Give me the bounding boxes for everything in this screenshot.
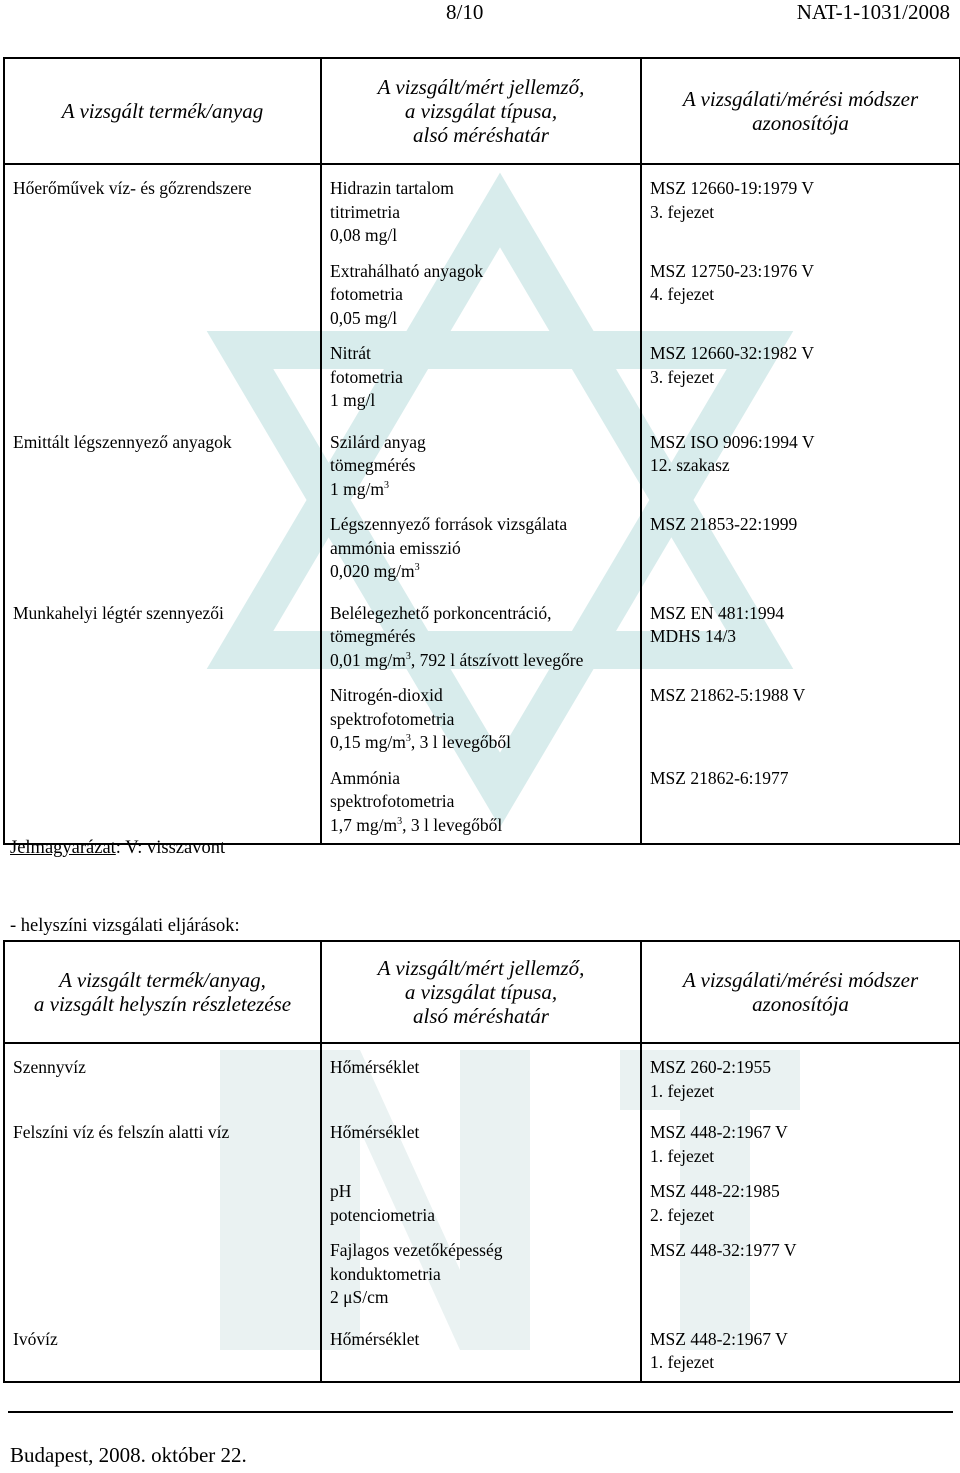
characteristic-line: [330, 478, 632, 502]
method-line: 12. szakasz: [650, 455, 730, 475]
characteristic-block: [330, 513, 632, 584]
unit-exponent: 3: [414, 562, 420, 574]
method-line: MSZ 21862-6:1977: [650, 767, 789, 788]
product-name: Szennyvíz: [13, 1057, 86, 1077]
method-line: 4. fejezet: [650, 284, 715, 304]
characteristic-block: [330, 767, 632, 838]
header-line: A vizsgálati/mérési módszer: [682, 87, 919, 111]
header-line: A vizsgálati/mérési módszer: [682, 968, 919, 992]
characteristic-line: [330, 560, 632, 584]
table-row: [4, 164, 960, 419]
characteristic-line: Nitrogén-dioxid: [330, 685, 443, 705]
characteristic-cell: [321, 1109, 641, 1316]
header-line: A vizsgált termék/anyag: [61, 99, 264, 123]
method-cell: [641, 1043, 960, 1109]
characteristic-cell: [321, 419, 641, 590]
method-cell: [641, 419, 960, 590]
characteristic-line: [330, 731, 632, 755]
characteristic-block: [330, 684, 632, 755]
characteristic-line: Belélegezhető porkoncentráció,: [330, 602, 552, 623]
characteristic-line: [330, 814, 632, 838]
characteristic-block: [330, 342, 632, 413]
characteristic-line: tömegmérés: [330, 626, 416, 646]
col-header-characteristic: [321, 941, 641, 1043]
legend: [10, 838, 225, 859]
method-cell: [641, 164, 960, 419]
method-block: [650, 684, 951, 755]
characteristic-line: fotometria: [330, 366, 403, 387]
characteristic-line: fotometria: [330, 284, 403, 304]
header-line: azonosítója: [752, 992, 849, 1016]
characteristic-tail: , 792 l átszívott levegőre: [410, 649, 584, 670]
col-header-product: [4, 941, 321, 1043]
characteristic-line: Extrahálható anyagok: [330, 260, 484, 281]
method-cell: [641, 590, 960, 845]
method-block: [650, 1056, 951, 1103]
method-line: 1. fejezet: [650, 1145, 715, 1166]
characteristic-block: [330, 177, 632, 248]
header-line: alsó méréshatár: [413, 123, 549, 147]
characteristic-line: Szilárd anyag: [330, 431, 426, 452]
characteristic-line: Hidrazin tartalom: [330, 178, 454, 198]
characteristic-line: Hőmérséklet: [330, 1122, 420, 1142]
characteristic-line: potenciometria: [330, 1204, 435, 1225]
onsite-tests-table: [3, 940, 960, 1383]
method-line: MSZ ISO 9096:1994 V: [650, 431, 815, 452]
characteristic-line: Légszennyező források vizsgálata: [330, 514, 568, 534]
characteristic-text: 0,01 mg/m: [330, 649, 406, 670]
method-line: MSZ EN 481:1994: [650, 602, 785, 623]
characteristic-block: [330, 1328, 632, 1375]
col-header-characteristic: [321, 58, 641, 164]
product-cell: [4, 1109, 321, 1316]
method-line: 2. fejezet: [650, 1204, 715, 1225]
product-cell: [4, 590, 321, 845]
characteristic-line: [330, 649, 632, 673]
characteristic-text: 1 mg/m: [330, 478, 384, 499]
characteristic-line: pH: [330, 1181, 352, 1201]
method-line: MSZ 260-2:1955: [650, 1057, 772, 1077]
method-block: [650, 1121, 951, 1168]
product-name: Hőerőművek víz- és gőzrendszere: [13, 178, 252, 198]
characteristic-line: Hőmérséklet: [330, 1328, 420, 1349]
method-cell: [641, 1109, 960, 1316]
method-block: [650, 342, 951, 413]
characteristic-line: 0,05 mg/l: [330, 307, 398, 328]
header-line: a vizsgálat típusa,: [404, 980, 558, 1004]
method-block: [650, 260, 951, 331]
col-header-method: [641, 941, 960, 1043]
method-block: [650, 1180, 951, 1227]
characteristic-line: 0,08 mg/l: [330, 225, 398, 245]
header-line: A vizsgált/mért jellemző,: [377, 75, 585, 99]
legend-label: Jelmagyarázat: [10, 838, 116, 858]
product-name: Ivóvíz: [13, 1328, 58, 1349]
method-line: MSZ 448-2:1967 V: [650, 1122, 788, 1142]
method-block: [650, 513, 951, 584]
method-block: [650, 767, 951, 838]
method-line: MSZ 12660-19:1979 V: [650, 178, 814, 198]
unit-exponent: 3: [405, 650, 411, 662]
table-row: [4, 1109, 960, 1316]
characteristic-block: [330, 260, 632, 331]
product-cell: [4, 419, 321, 590]
method-block: [650, 602, 951, 673]
characteristic-text: 1,7 mg/m: [330, 814, 398, 835]
characteristic-block: [330, 1239, 632, 1310]
method-block: [650, 1239, 951, 1310]
characteristic-line: Ammónia: [330, 767, 400, 788]
method-line: MSZ 12660-32:1982 V: [650, 343, 814, 363]
characteristic-line: 1 mg/l: [330, 390, 376, 410]
table-row: [4, 1316, 960, 1382]
unit-exponent: 3: [405, 733, 411, 745]
characteristic-block: [330, 1121, 632, 1168]
characteristic-text: 0,020 mg/m: [330, 561, 415, 581]
method-block: [650, 431, 951, 502]
characteristic-block: [330, 431, 632, 502]
characteristic-line: spektrofotometria: [330, 791, 455, 811]
document-id: NAT-1-1031/2008: [796, 0, 950, 24]
characteristic-line: Nitrát: [330, 343, 371, 363]
method-line: MSZ 21853-22:1999: [650, 514, 798, 534]
col-header-product: [4, 58, 321, 164]
method-line: 1. fejezet: [650, 1080, 715, 1101]
characteristic-text: 0,15 mg/m: [330, 732, 406, 752]
characteristic-line: Fajlagos vezetőképesség: [330, 1240, 503, 1260]
col-header-method: [641, 58, 960, 164]
characteristic-block: [330, 1180, 632, 1227]
method-block: [650, 177, 951, 248]
method-line: 3. fejezet: [650, 201, 715, 222]
characteristic-line: tömegmérés: [330, 455, 416, 475]
method-line: MSZ 12750-23:1976 V: [650, 260, 814, 281]
legend-text: : V: visszavont: [115, 838, 226, 858]
characteristic-tail: , 3 l levegőből: [402, 814, 503, 835]
header-line: a vizsgált helyszín részletezése: [33, 992, 292, 1016]
characteristic-line: ammónia emisszió: [330, 537, 461, 558]
product-name: Emittált légszennyező anyagok: [13, 431, 232, 452]
characteristic-cell: [321, 1043, 641, 1109]
product-name: Munkahelyi légtér szennyezői: [13, 602, 224, 623]
footer-divider: [8, 1411, 953, 1413]
characteristic-cell: [321, 164, 641, 419]
header-line: alsó méréshatár: [413, 1004, 549, 1028]
table-row: [4, 590, 960, 845]
accredited-tests-table: [3, 57, 960, 845]
header-line: azonosítója: [752, 111, 849, 135]
product-cell: [4, 1316, 321, 1382]
characteristic-block: [330, 1056, 632, 1103]
unit-exponent: 3: [383, 479, 389, 491]
product-cell: [4, 164, 321, 419]
table-row: [4, 1043, 960, 1109]
characteristic-block: [330, 602, 632, 673]
method-line: MSZ 21862-5:1988 V: [650, 685, 806, 705]
page-number: 8/10: [446, 0, 484, 24]
method-line: 3. fejezet: [650, 366, 715, 387]
method-line: MDHS 14/3: [650, 626, 737, 646]
header-line: A vizsgált termék/anyag,: [59, 968, 266, 992]
characteristic-cell: [321, 1316, 641, 1382]
characteristic-line: konduktometria: [330, 1263, 441, 1284]
method-line: MSZ 448-32:1977 V: [650, 1240, 797, 1260]
characteristic-cell: [321, 590, 641, 845]
characteristic-line: 2 μS/cm: [330, 1287, 389, 1307]
method-cell: [641, 1316, 960, 1382]
characteristic-tail: , 3 l levegőből: [410, 732, 511, 752]
method-line: MSZ 448-22:1985: [650, 1181, 780, 1201]
unit-exponent: 3: [397, 815, 403, 827]
method-line: 1. fejezet: [650, 1352, 715, 1372]
characteristic-line: titrimetria: [330, 201, 400, 222]
table-row: [4, 419, 960, 590]
product-cell: [4, 1043, 321, 1109]
method-block: [650, 1328, 951, 1375]
method-line: MSZ 448-2:1967 V: [650, 1328, 788, 1349]
characteristic-line: Hőmérséklet: [330, 1057, 420, 1077]
header-line: a vizsgálat típusa,: [404, 99, 558, 123]
section-title-onsite: - helyszíni vizsgálati eljárások:: [10, 916, 240, 936]
header-line: A vizsgált/mért jellemző,: [377, 956, 585, 980]
characteristic-line: spektrofotometria: [330, 708, 455, 729]
footer-date: Budapest, 2008. október 22.: [10, 1443, 247, 1467]
product-name: Felszíni víz és felszín alatti víz: [13, 1122, 230, 1142]
